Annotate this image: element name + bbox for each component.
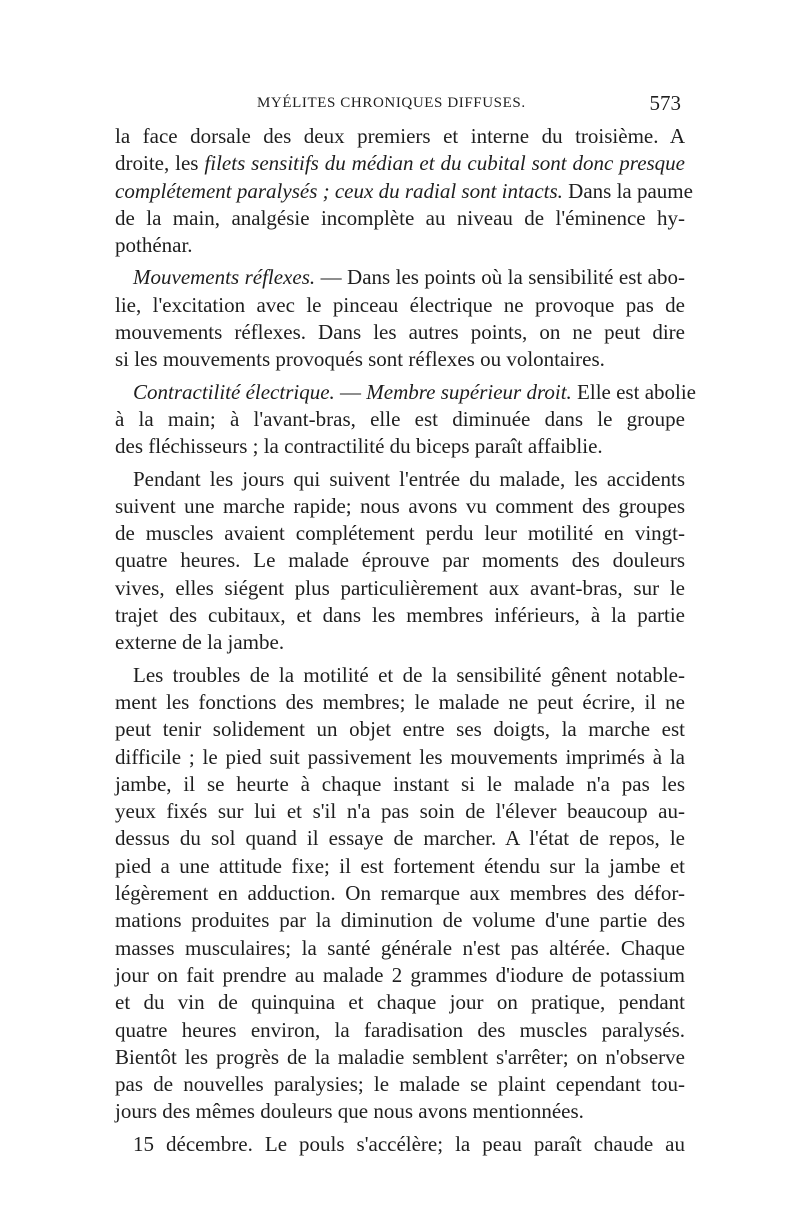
text-span: dessus du sol quand il essaye de marcher. A l'état de repos, le bbox=[115, 826, 685, 851]
text-line bbox=[115, 880, 685, 907]
italic-span: Mouvements réflexes. bbox=[133, 265, 316, 290]
text-line bbox=[115, 629, 685, 656]
text-line bbox=[115, 346, 685, 373]
text-line bbox=[115, 123, 685, 150]
text-line bbox=[115, 319, 685, 346]
text-span: et du vin de quinquina et chaque jour on pratique, pendant bbox=[115, 990, 685, 1015]
text-span: vives, elles siégent plus particulièrement aux avant-bras, sur le bbox=[115, 575, 685, 600]
text-span: légèrement en adduction. On remarque aux membres des défor- bbox=[115, 881, 685, 906]
text-span: Bientôt les progrès de la maladie semblent s'arrêter; on n'observe bbox=[115, 1044, 685, 1069]
text-line bbox=[115, 433, 685, 460]
text-line bbox=[115, 935, 685, 962]
text-span: Les troubles de la motilité et de la sensibilité gênent notable- bbox=[133, 662, 685, 687]
text-line bbox=[115, 853, 685, 880]
text-span: Pendant les jours qui suivent l'entrée du malade, les accidents bbox=[133, 466, 685, 491]
text-span: jour on fait prendre au malade 2 grammes d'iodure de potassium bbox=[115, 962, 685, 987]
text-line bbox=[115, 771, 685, 798]
running-head bbox=[115, 91, 683, 119]
page-number: 573 bbox=[649, 91, 681, 115]
text-span: yeux fixés sur lui et s'il n'a pas soin de l'élever beaucoup au- bbox=[115, 799, 685, 824]
text-span: des fléchisseurs ; la contractilité du biceps paraît affaiblie. bbox=[115, 434, 603, 459]
paragraph bbox=[115, 264, 685, 373]
text-span: quatre heures. Le malade éprouve par moments des douleurs bbox=[115, 548, 685, 573]
text-line bbox=[115, 547, 685, 574]
text-line bbox=[115, 178, 693, 205]
text-span: droite, les bbox=[115, 151, 205, 176]
text-span: ment les fonctions des membres; le malade ne peut écrire, il ne bbox=[115, 689, 685, 714]
text-line bbox=[115, 689, 685, 716]
text-span: externe de la jambe. bbox=[115, 630, 285, 655]
paragraph bbox=[115, 466, 685, 657]
text-span: lie, l'excitation avec le pinceau électrique ne provoque pas de bbox=[115, 292, 685, 317]
text-line bbox=[115, 1044, 685, 1071]
text-line bbox=[115, 1098, 685, 1125]
text-line bbox=[115, 379, 697, 406]
text-span: pied a une attitude fixe; il est fortement étendu sur la jambe et bbox=[115, 853, 685, 878]
running-title: MYÉLITES CHRONIQUES DIFFUSES. bbox=[257, 95, 526, 111]
text-line bbox=[115, 264, 685, 291]
text-span: mations produites par la diminution de volume d'une partie des bbox=[115, 908, 685, 933]
italic-span: Membre supérieur droit. bbox=[366, 379, 572, 404]
text-span: Dans la paume bbox=[562, 178, 693, 203]
text-span: mouvements réflexes. Dans les autres points, on ne peut dire bbox=[115, 320, 685, 345]
italic-span: complétement paralysés ; ceux du radial sont intacts. bbox=[115, 178, 563, 203]
text-line bbox=[115, 962, 685, 989]
text-span: trajet des cubitaux, et dans les membres inférieurs, à la partie bbox=[115, 603, 685, 628]
text-line bbox=[115, 292, 685, 319]
text-span: — Dans les points où la sensibilité est abo- bbox=[315, 265, 685, 290]
text-line bbox=[115, 1071, 685, 1098]
text-line bbox=[115, 205, 685, 232]
text-line bbox=[115, 602, 685, 629]
text-span: pothénar. bbox=[115, 233, 193, 258]
text-span: jours des mêmes douleurs que nous avons mentionnées. bbox=[115, 1099, 584, 1124]
text-span: 15 décembre. Le pouls s'accélère; la peau paraît chaude au bbox=[133, 1131, 685, 1156]
text-line bbox=[115, 150, 685, 177]
text-span: la face dorsale des deux premiers et interne du troisième. A bbox=[115, 124, 685, 148]
text-span: de muscles avaient complétement perdu leur motilité en vingt- bbox=[115, 521, 685, 546]
text-line bbox=[115, 575, 685, 602]
text-span: Elle est abolie bbox=[571, 379, 697, 404]
text-line bbox=[115, 493, 685, 520]
text-line bbox=[115, 798, 685, 825]
text-line bbox=[115, 466, 685, 493]
text-span: à la main; à l'avant-bras, elle est diminuée dans le groupe bbox=[115, 406, 685, 431]
paragraph bbox=[115, 379, 697, 461]
text-line bbox=[115, 744, 685, 771]
text-span: — bbox=[334, 379, 367, 404]
text-span: peut tenir solidement un objet entre ses doigts, la marche est bbox=[115, 717, 685, 742]
text-line bbox=[115, 716, 685, 743]
paragraph bbox=[115, 662, 685, 1126]
italic-span: Contractilité électrique. bbox=[133, 379, 335, 404]
text-span: pas de nouvelles paralysies; le malade se plaint cependant tou- bbox=[115, 1072, 685, 1097]
body-text bbox=[115, 123, 697, 1158]
text-line bbox=[115, 907, 685, 934]
italic-span: filets sensitifs du médian et du cubital sont donc presque bbox=[204, 151, 686, 176]
text-line bbox=[115, 989, 685, 1016]
text-span: masses musculaires; la santé générale n'est pas altérée. Chaque bbox=[115, 935, 685, 960]
text-span: si les mouvements provoqués sont réflexes ou volontaires. bbox=[115, 347, 605, 372]
text-line bbox=[115, 1017, 685, 1044]
text-line bbox=[115, 1131, 685, 1158]
text-span: de la main, analgésie incomplète au niveau de l'éminence hy- bbox=[115, 205, 685, 230]
paragraph bbox=[115, 123, 693, 259]
text-line bbox=[115, 406, 685, 433]
text-span: jambe, il se heurte à chaque instant si le malade n'a pas les bbox=[115, 771, 685, 796]
text-span: suivent une marche rapide; nous avons vu comment des groupes bbox=[115, 493, 685, 518]
text-line bbox=[115, 232, 685, 259]
text-line bbox=[115, 520, 685, 547]
text-span: quatre heures environ, la faradisation des muscles paralysés. bbox=[115, 1017, 685, 1042]
text-line bbox=[115, 825, 685, 852]
paragraph bbox=[115, 1131, 685, 1158]
text-line bbox=[115, 662, 685, 689]
text-span: difficile ; le pied suit passivement les mouvements imprimés à la bbox=[115, 744, 685, 769]
